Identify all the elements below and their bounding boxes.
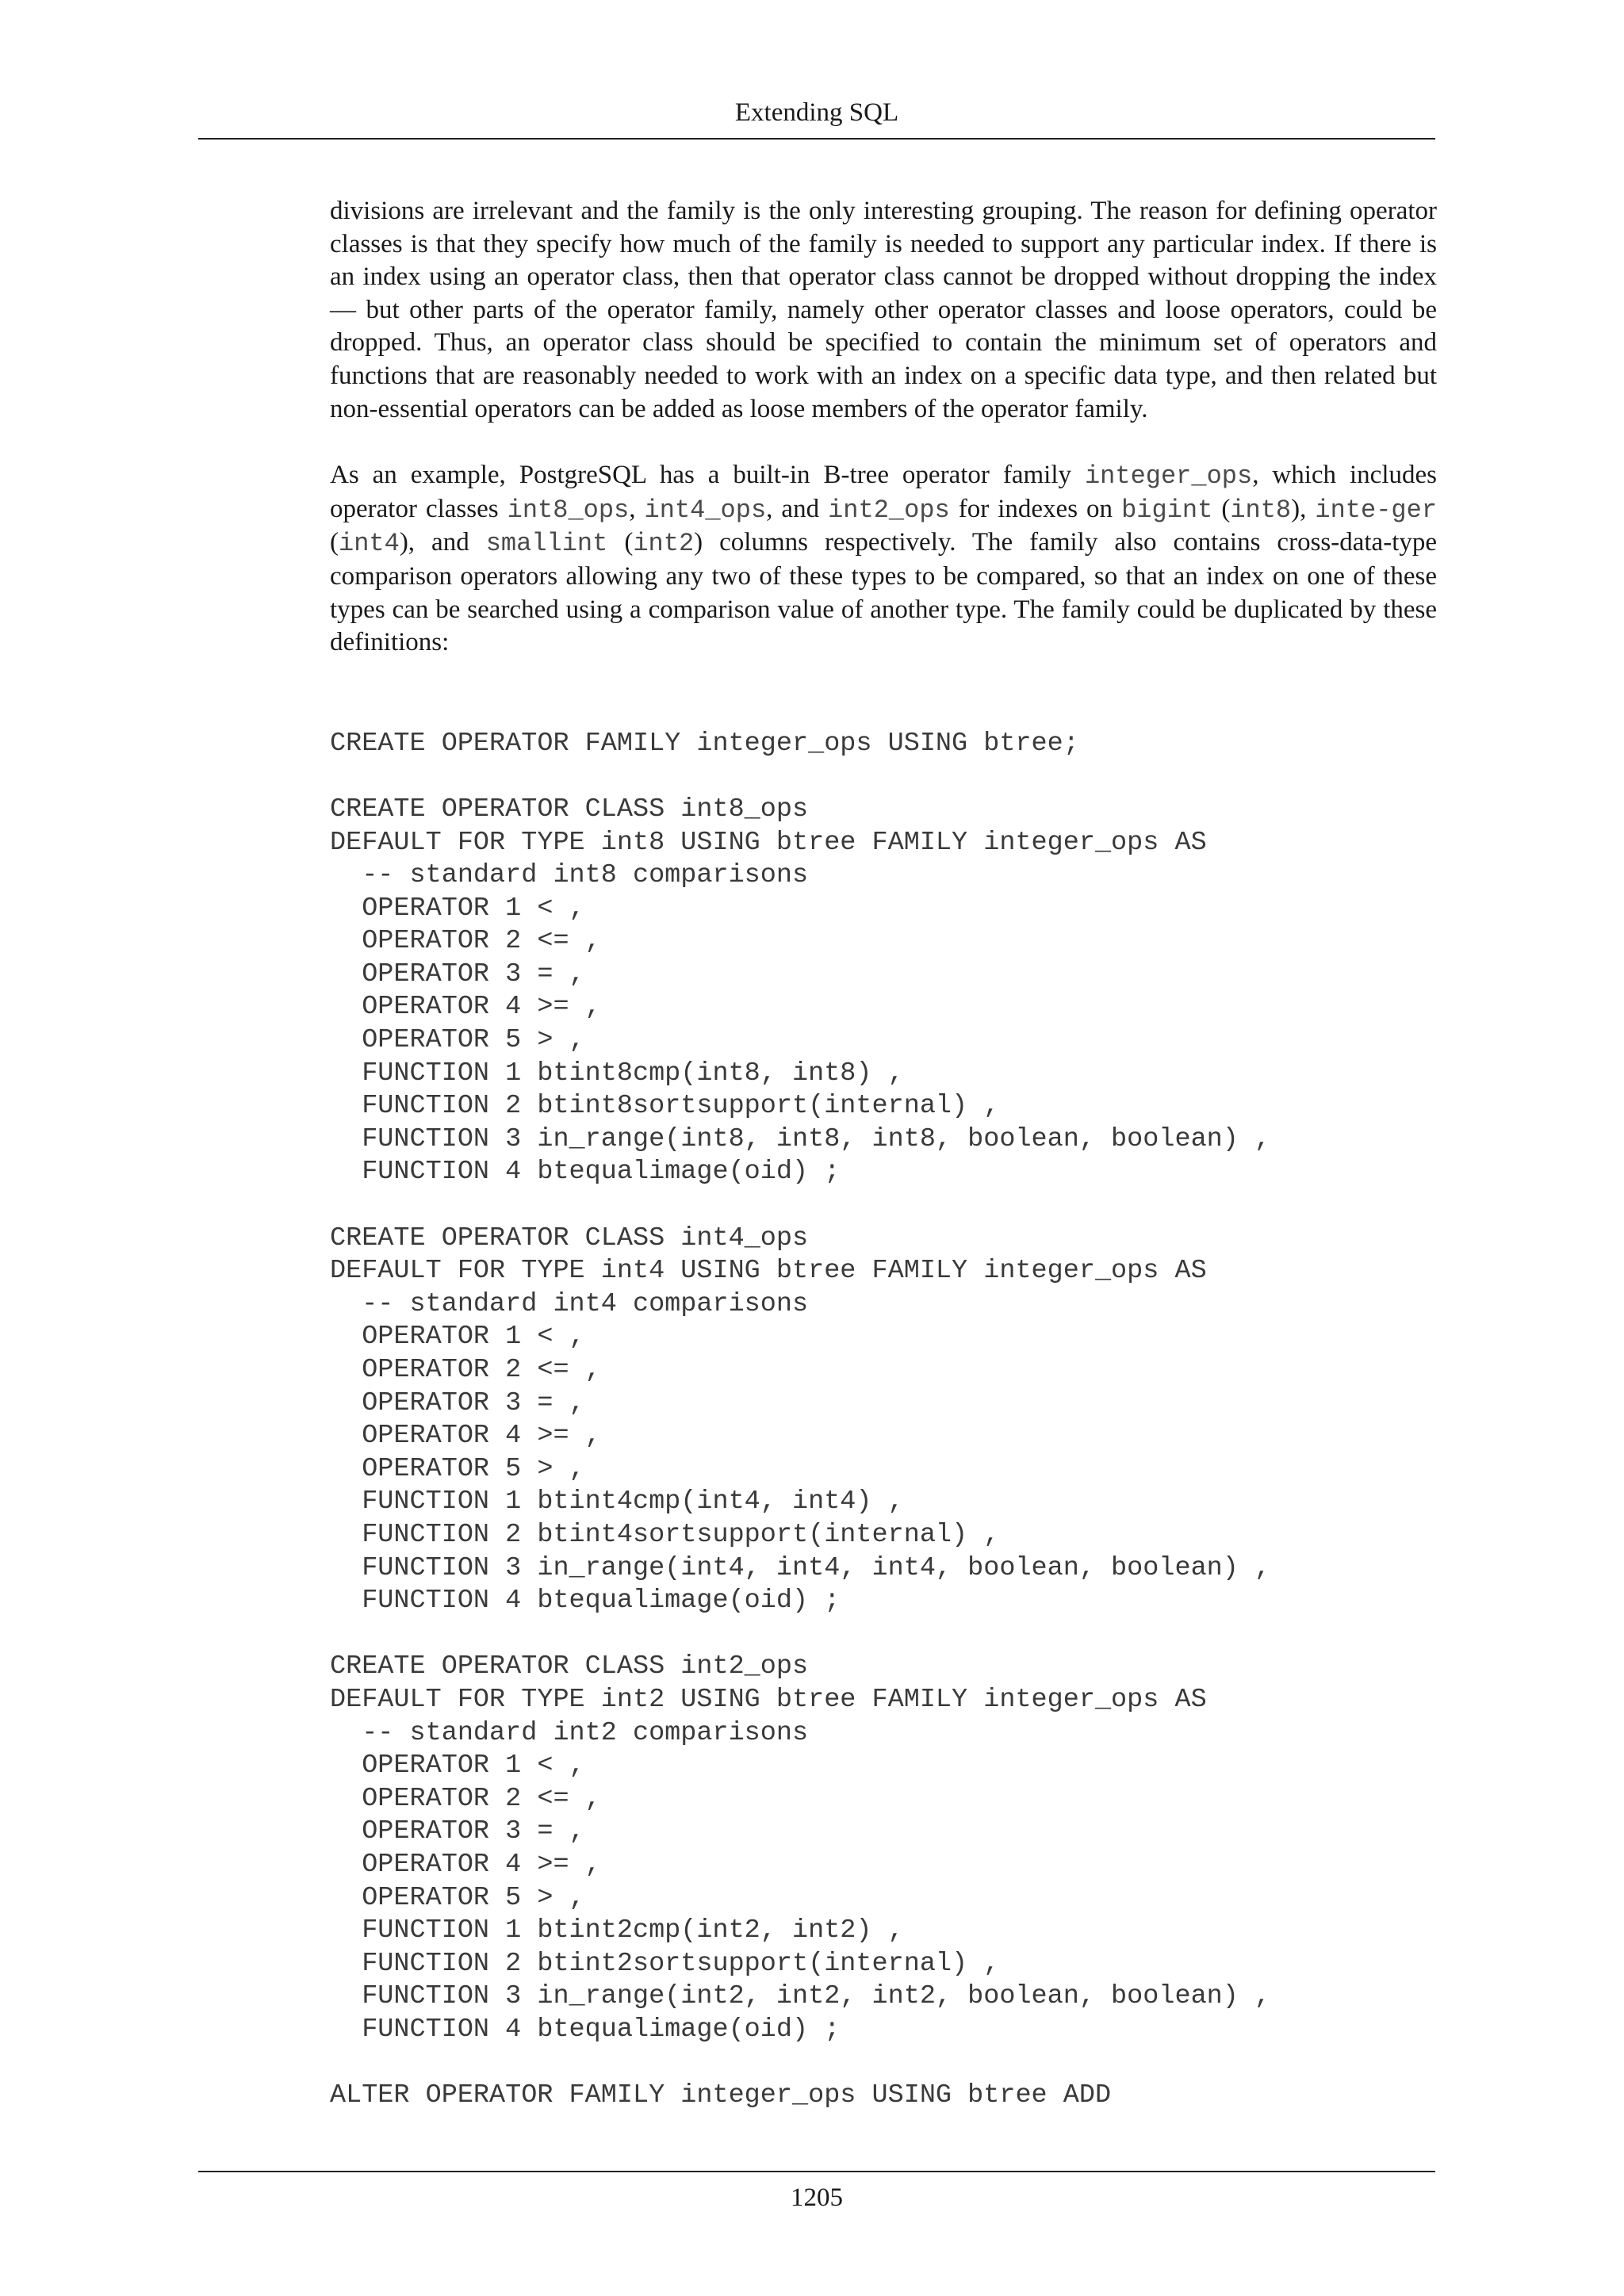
page-number: 1205 xyxy=(791,2183,843,2212)
paragraph-text: for indexes on xyxy=(949,494,1122,523)
running-title: Extending SQL xyxy=(734,98,899,127)
code-line: OPERATOR 1 < , xyxy=(330,1751,585,1781)
inline-code: bigint xyxy=(1121,495,1213,525)
code-line: OPERATOR 3 = , xyxy=(330,959,585,989)
page-header xyxy=(198,94,1435,140)
code-line: FUNCTION 3 in_range(int4, int4, int4, boolean, boolean) , xyxy=(330,1552,1271,1583)
paragraph-text: ), and xyxy=(399,528,486,557)
code-line: OPERATOR 3 = , xyxy=(330,1387,585,1418)
code-line: OPERATOR 3 = , xyxy=(330,1816,585,1847)
code-line xyxy=(330,2046,1437,2080)
code-line: FUNCTION 4 btequalimage(oid) ; xyxy=(330,1157,841,1188)
main-content xyxy=(330,195,1437,2113)
code-line: OPERATOR 5 > , xyxy=(330,1025,585,1056)
code-line: CREATE OPERATOR CLASS int2_ops xyxy=(330,1651,809,1682)
body-paragraph xyxy=(330,459,1437,660)
code-line: CREATE OPERATOR FAMILY integer_ops USING btree; xyxy=(330,728,1079,759)
paragraph-text: ( xyxy=(1212,494,1231,523)
code-line: ALTER OPERATOR FAMILY integer_ops USING btree ADD xyxy=(330,2080,1112,2111)
code-line: -- standard int2 comparisons xyxy=(330,1717,809,1748)
code-line: OPERATOR 1 < , xyxy=(330,1322,585,1353)
code-line: OPERATOR 4 >= , xyxy=(330,1849,601,1880)
code-line: -- standard int8 comparisons xyxy=(330,860,809,891)
code-line xyxy=(330,760,1437,794)
paragraph-text: , and xyxy=(766,494,829,523)
paragraph-text: divisions are irrelevant and the family is the only interesting grouping. The reason for defining operator classes is that they specify how much of the family is needed to support any particular index. If there is an index using an operator class, then that operator class cannot be dropped without dropping the index — but other parts of the operator family, namely other operator classes and loose operators, could be dropped. Thus, an operator class should be specified to contain the minimum set of operators and functions that are reasonably needed to work with an index on a specific data type, and then related but non-essential operators can be added as loose members of the operator family. xyxy=(330,197,1437,423)
paragraph-text: , which includes operator classes xyxy=(330,461,1437,523)
paragraph-text: ), xyxy=(1291,494,1316,523)
code-line: OPERATOR 5 > , xyxy=(330,1453,585,1484)
inline-code: smallint xyxy=(485,529,608,559)
code-line: FUNCTION 1 btint8cmp(int8, int8) , xyxy=(330,1058,904,1089)
code-line: FUNCTION 1 btint4cmp(int4, int4) , xyxy=(330,1487,904,1517)
code-line: OPERATOR 2 <= , xyxy=(330,1783,601,1814)
code-line: FUNCTION 4 btequalimage(oid) ; xyxy=(330,2014,841,2045)
code-line: CREATE OPERATOR CLASS int4_ops xyxy=(330,1223,809,1253)
inline-code: inte-ger xyxy=(1315,495,1438,525)
inline-code: int8 xyxy=(1230,495,1292,525)
code-line: OPERATOR 5 > , xyxy=(330,1882,585,1913)
inline-code: int2_ops xyxy=(828,495,950,525)
inline-code: int2 xyxy=(633,529,695,559)
paragraph-text: ( xyxy=(607,528,634,557)
code-line: FUNCTION 2 btint2sortsupport(internal) , xyxy=(330,1948,1000,1979)
code-line: OPERATOR 4 >= , xyxy=(330,1421,601,1452)
code-line: DEFAULT FOR TYPE int2 USING btree FAMILY integer_ops AS xyxy=(330,1684,1207,1715)
code-line: FUNCTION 1 btint2cmp(int2, int2) , xyxy=(330,1915,904,1946)
code-line: OPERATOR 1 < , xyxy=(330,893,585,924)
inline-code: int8_ops xyxy=(507,495,630,525)
paragraph-text: ( xyxy=(330,528,339,557)
code-line: OPERATOR 2 <= , xyxy=(330,1355,601,1385)
code-line xyxy=(330,1618,1437,1651)
code-line: FUNCTION 3 in_range(int8, int8, int8, boolean, boolean) , xyxy=(330,1123,1271,1154)
paragraph-text: ) columns respectively. The family also contains cross-data-type comparison operators allowing any two of these types to be compared, so that an index on one of these types can be searched using a comparison value of another type. The family could be duplicated by these definitions: xyxy=(330,528,1438,657)
code-line: FUNCTION 2 btint8sortsupport(internal) , xyxy=(330,1091,1000,1122)
inline-code: integer_ops xyxy=(1084,461,1253,492)
code-line: OPERATOR 2 <= , xyxy=(330,926,601,957)
code-line: OPERATOR 4 >= , xyxy=(330,992,601,1023)
paragraph-text: As an example, PostgreSQL has a built-in B-tree operator family xyxy=(330,461,1085,490)
paragraph-text: , xyxy=(629,494,645,523)
code-line: -- standard int4 comparisons xyxy=(330,1288,809,1319)
code-line: DEFAULT FOR TYPE int4 USING btree FAMILY integer_ops AS xyxy=(330,1256,1207,1287)
body-paragraph xyxy=(330,195,1437,426)
page-footer xyxy=(198,2171,1435,2217)
code-line xyxy=(330,1189,1437,1223)
code-line: DEFAULT FOR TYPE int8 USING btree FAMILY integer_ops AS xyxy=(330,827,1207,858)
code-line: FUNCTION 3 in_range(int2, int2, int2, boolean, boolean) , xyxy=(330,1981,1271,2012)
code-line: FUNCTION 2 btint4sortsupport(internal) , xyxy=(330,1519,1000,1550)
code-line: CREATE OPERATOR CLASS int8_ops xyxy=(330,794,809,825)
code-line: FUNCTION 4 btequalimage(oid) ; xyxy=(330,1586,841,1617)
inline-code: int4 xyxy=(339,529,400,559)
code-listing xyxy=(330,728,1437,2113)
inline-code: int4_ops xyxy=(644,495,767,525)
